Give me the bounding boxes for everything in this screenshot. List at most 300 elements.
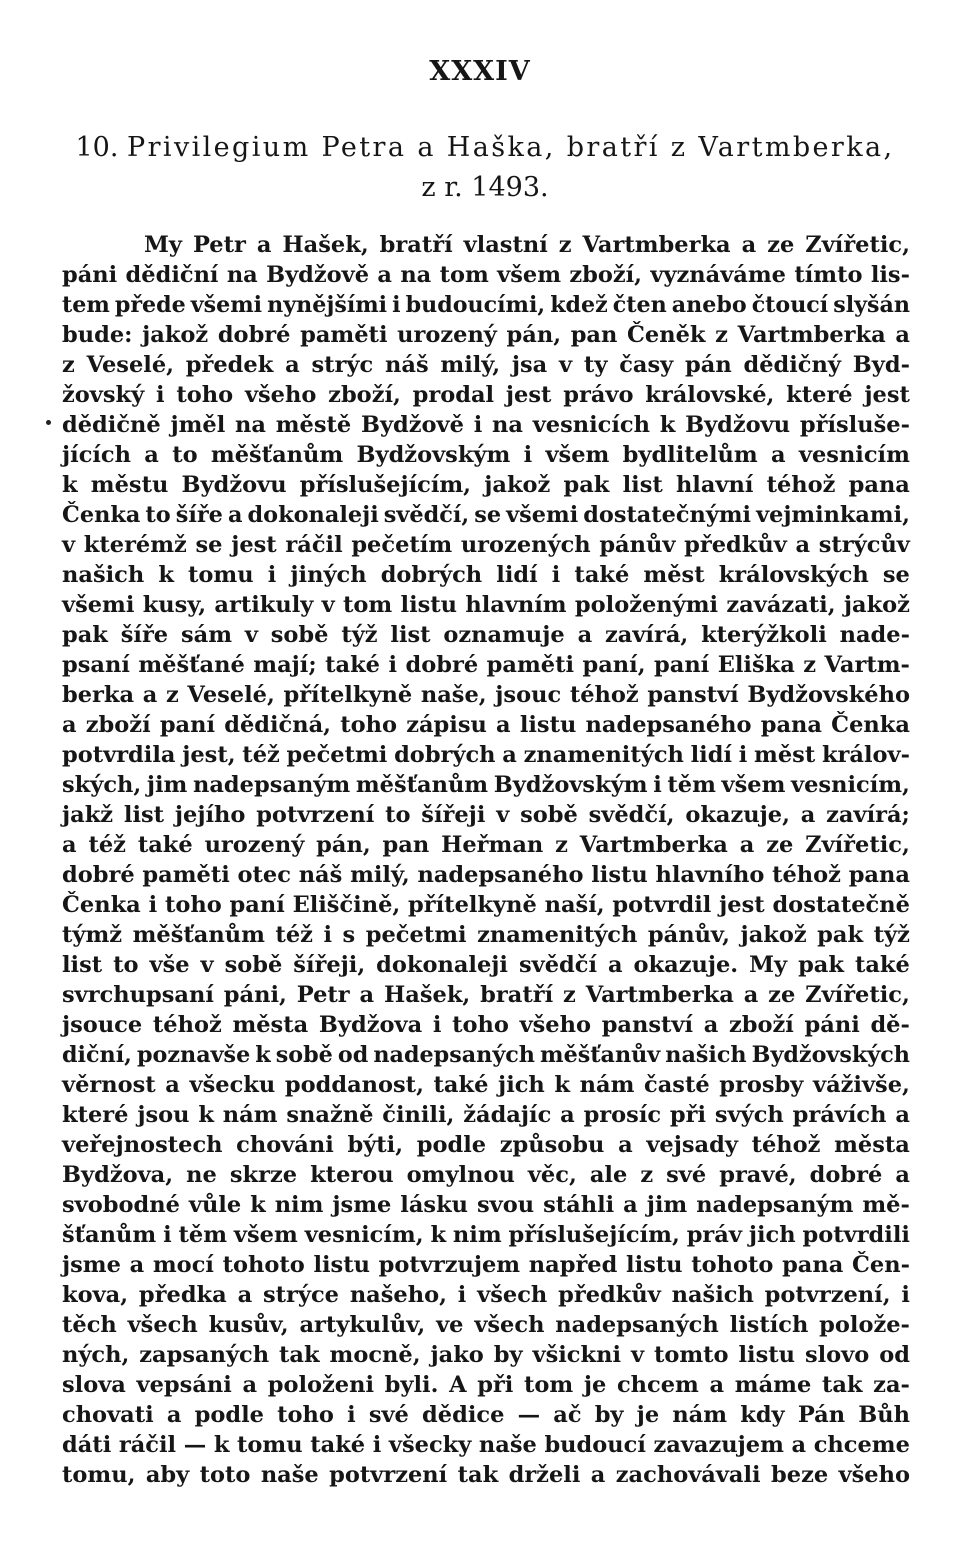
word: z [62,352,75,378]
word: měšťanův [540,1042,661,1068]
word: z [640,1162,654,1188]
word: zapsaných [139,1342,270,1368]
word: nim [452,1222,502,1248]
word: bude: [62,322,133,348]
word: by [594,1402,624,1428]
word: vesnicím [798,442,910,468]
text-line [62,1100,910,1130]
word: chceme [813,1432,910,1458]
word: města [232,1012,309,1038]
word: jako [430,1342,484,1368]
word: Petr [296,982,350,1008]
word: i [267,562,277,588]
word: i [392,292,401,318]
word: Bydžovským [493,772,648,798]
word: váživše, [813,1072,910,1098]
word: Pán [797,1402,846,1428]
word: předek [185,352,274,378]
word: z [165,682,179,708]
word: v [244,622,258,648]
word: toho [340,712,397,738]
word: všech [127,1312,198,1338]
word: šíře [120,622,169,648]
word: našich [665,1042,747,1068]
word: Čeněk [627,322,706,348]
word: to [172,442,198,468]
word: svých [714,1102,784,1128]
word: nadepsaného [417,862,584,888]
word: mají; [253,652,317,678]
word: Eliščině, [292,892,401,918]
word: časy [619,352,674,378]
text-line [62,1160,910,1190]
word: potvrdil [612,892,712,918]
word: naše [260,1462,319,1488]
word: poznavše [136,1042,251,1068]
word: i [347,1402,356,1428]
word: pak [563,472,610,498]
word: Veselé, [86,352,174,378]
word: paměti [142,862,230,888]
word: jících [62,442,131,468]
text-line [62,890,910,920]
word: a [703,1012,719,1038]
word: mocně, [329,1342,421,1368]
word: všem [721,772,786,798]
word: strýc [311,352,374,378]
text-line [62,410,910,440]
word: zboží [729,1012,794,1038]
word: tom [439,262,489,288]
word: k [255,1042,271,1068]
word: právo [563,382,634,408]
word: slova [62,1372,126,1398]
word: artikuly [214,592,314,618]
text-line [62,980,910,1010]
word: paní [229,892,285,918]
word: páni [62,262,118,288]
word: polože- [819,1312,910,1338]
word: okazuje. [633,952,739,978]
word: jest [864,382,910,408]
word: k [62,472,78,498]
word: a [709,1372,725,1398]
text-line [62,1250,910,1280]
word: na [235,412,266,438]
word: toho [277,1402,334,1428]
word: a [359,982,375,1008]
word: mocí [152,1252,214,1278]
word: a [895,1162,910,1188]
word: všem [497,262,562,288]
word: pak [798,952,844,978]
word: kova, [62,1282,129,1308]
word: jsou [137,1102,190,1128]
word: v [200,952,214,978]
word: též [242,742,280,768]
word: zachovávali [615,1462,761,1488]
word: oznamuje [443,622,565,648]
word: list [390,622,431,648]
word: z [715,322,728,348]
word: tom [523,1372,574,1398]
word: královské, [645,382,775,408]
word: pečetmi [286,742,388,768]
word: a [227,502,243,528]
word: jakož [843,592,910,618]
word: prodal [412,382,495,408]
word: Petr [192,232,246,258]
word: jich [748,1222,796,1248]
word: Hašek, [282,232,369,258]
word: dostatečně [772,892,910,918]
word: vejminkami, [756,502,910,528]
word: pana [848,472,910,498]
heading-number: 10. [75,132,119,163]
word: list [622,472,663,498]
word: Hašek, [384,982,471,1008]
text-line [62,950,910,980]
word: zavírá; [826,802,910,828]
word: k [250,1192,266,1218]
word: v [496,802,510,828]
word: i [457,1282,467,1308]
word: sobě [520,802,578,828]
word: všeho [244,382,317,408]
word: potvrzujem [378,1252,521,1278]
word: měšťanům [355,772,489,798]
word: milý, [440,352,501,378]
word: k [198,1102,214,1128]
word: budoucí [544,1432,646,1458]
word: Bydžova [318,1012,423,1038]
word: našich [62,562,145,588]
word: A [449,1372,467,1398]
word: dobré [405,652,479,678]
word: jakož [484,472,551,498]
word: pečetím [351,532,453,558]
word: vesnicích [532,412,650,438]
word: urozený [204,832,305,858]
word: ských, [62,772,142,798]
word: své [666,1162,707,1188]
word: okazuje, [685,802,790,828]
word: a [560,1102,575,1128]
word: také [137,832,193,858]
word: dáti [62,1432,112,1458]
word: vepsáni [136,1372,232,1398]
word: Bydžovu [685,412,791,438]
word: listu [400,592,458,618]
word: téhož [569,682,639,708]
word: Zvířetic, [805,832,910,858]
text-line [62,620,910,650]
word: měst [754,742,816,768]
word: k [158,562,174,588]
word: drželi [508,1462,581,1488]
word: jsme [62,1252,121,1278]
word: Veselé, [187,682,275,708]
word: od [337,1042,369,1068]
word: tomu, [62,1462,136,1488]
word: snažně [286,1102,374,1128]
word: Bydžovu [181,472,287,498]
word: k [430,1222,447,1248]
word: Čenka [62,892,141,918]
word: panství [601,1012,694,1038]
text-line [62,440,910,470]
word: zboží, [328,382,401,408]
word: svou [477,1192,535,1218]
word: pana [848,862,910,888]
word: předka [138,1282,227,1308]
word: Heřman [441,832,544,858]
text-line [62,800,910,830]
word: ných, [62,1342,130,1368]
word: pravé, [719,1162,797,1188]
word: dědičně [62,412,161,438]
word: způsobu [499,1132,605,1158]
word: králov- [821,742,910,768]
word: jsouce [62,1012,143,1038]
word: příslušejícím, [508,1222,680,1248]
word: také [433,1072,489,1098]
word: bratří [480,982,554,1008]
word: a [242,1372,258,1398]
word: kterémž [83,532,187,558]
word: — [183,1432,207,1458]
word: paní, [582,652,646,678]
word: týž [873,922,910,948]
word: tomto [653,1342,729,1368]
word: též [88,832,126,858]
word: Čenka [831,712,910,738]
word: též [275,922,313,948]
word: paní [654,652,710,678]
word: zavázati, [726,592,836,618]
text-line [62,470,910,500]
word: všech [474,1312,545,1338]
word: strýce [262,1282,339,1308]
word: zboží, [569,262,643,288]
word: z [555,832,568,858]
word: urozený [397,322,497,348]
word: listu [591,862,648,888]
word: také [310,1432,366,1458]
word: čten [612,292,667,318]
word: ač [553,1402,582,1428]
word: napřed [528,1252,618,1278]
word: a [166,1402,182,1428]
word: všemi [190,292,263,318]
word: otec [237,862,291,888]
word: list [123,802,165,828]
word: všech [477,1282,548,1308]
text-line [62,1280,910,1310]
word: pán, [316,832,371,858]
word: položenými [574,592,719,618]
word: své [368,1402,409,1428]
word: městu [90,472,169,498]
word: toho [164,892,222,918]
word: i [163,1222,172,1248]
word: také [325,652,381,678]
word: naše [478,1432,537,1458]
word: vše [149,952,190,978]
word: se [882,562,910,588]
word: i [473,412,483,438]
word: a [256,232,272,258]
word: a [743,982,759,1008]
text-line [62,590,910,620]
word: pan [570,322,618,348]
word: a [741,232,757,258]
word: pánův, [647,922,731,948]
word: k [554,1072,571,1098]
text-line [62,1040,910,1070]
word: pánův [599,532,676,558]
text-line [62,290,910,320]
word: i [372,1432,382,1458]
word: týž [341,622,378,648]
word: měšťané [138,652,245,678]
word: téhož [751,1132,821,1158]
word: zboží [85,712,151,738]
word: chcem [616,1372,699,1398]
word: znamenitých [477,922,638,948]
word: potvrzení [256,802,375,828]
word: přítelkyně [283,682,413,708]
word: kterou [310,1162,394,1188]
word: jim [146,772,188,798]
word: tohoto [691,1252,774,1278]
word: těch [62,1312,117,1338]
word: a [895,1102,910,1128]
word: jejího [174,802,246,828]
word: chováni [236,1132,334,1158]
word: potvrdila [62,742,176,768]
text-line [62,650,910,680]
word: páni [804,1012,860,1038]
margin-dot [46,420,51,425]
word: diční, [62,1042,132,1068]
word: naše, [420,682,487,708]
word: svědčí, [383,502,470,528]
word: a [165,1072,180,1098]
word: přísluše- [799,412,910,438]
text-line [62,1430,910,1460]
word: aby [145,1462,190,1488]
word: páni, [223,982,287,1008]
word: list [62,952,103,978]
word: pán [685,352,732,378]
word: měšťanům [132,922,265,948]
word: ráčil [118,1432,177,1458]
word: ne [186,1162,217,1188]
word: od [879,1342,910,1368]
word: a [285,352,300,378]
word: i [901,1282,910,1308]
word: za- [873,1372,910,1398]
word: a [895,322,910,348]
word: skrze [229,1162,298,1188]
word: dobré [217,322,291,348]
word: svobodné [62,1192,180,1218]
word: listích [729,1312,809,1338]
word: tímto [794,262,863,288]
word: panství [647,682,739,708]
word: časté [644,1072,710,1098]
word: Eliška [717,652,795,678]
word: všecku [189,1072,276,1098]
word: pana [782,1252,844,1278]
word: téhož [766,472,836,498]
word: — [517,1402,541,1428]
word: Vartmberka [579,832,728,858]
word: dostatečnými [583,502,752,528]
word: jim [646,1192,688,1218]
word: i [388,652,398,678]
word: příslušejícím, [299,472,472,498]
word: v [559,352,573,378]
word: i [738,742,748,768]
word: náš [298,862,343,888]
word: pak [62,622,108,648]
word: a [607,952,623,978]
word: všemi [506,502,579,528]
word: vlastní [463,232,548,258]
word: dokonaleji [376,952,508,978]
word: jakž [62,802,114,828]
word: jsa [511,352,548,378]
word: tem [62,292,110,318]
word: všemi [62,592,135,618]
word: beze [771,1462,829,1488]
word: listu [313,1252,370,1278]
word: podle [416,1132,487,1158]
word: naší, [544,892,605,918]
text-line [62,560,910,590]
word: a [237,1282,253,1308]
word: hlavního [655,862,765,888]
word: Bydžově [266,262,370,288]
word: předkův [684,532,787,558]
word: bratří [379,232,453,258]
word: toho [176,382,234,408]
word: dě- [870,1012,910,1038]
word: kterýžkoli [701,622,827,648]
word: nám [222,1102,278,1128]
word: jakož [142,322,209,348]
word: jest [505,382,552,408]
word: slyšán [833,292,910,318]
word: z [563,982,576,1008]
word: jsouc [495,682,562,708]
heading-date: z r. 1493. [421,172,549,203]
word: s [342,922,356,948]
word: nadepsaným [192,772,351,798]
text-line [62,1370,910,1400]
word: nade- [839,622,910,648]
word: přede [114,292,186,318]
word: na [226,262,258,288]
word: kdy [740,1402,785,1428]
word: sobě [270,622,329,648]
word: k [659,412,676,438]
word: které [62,1102,129,1128]
word: psaní [62,652,130,678]
text-line [62,770,910,800]
